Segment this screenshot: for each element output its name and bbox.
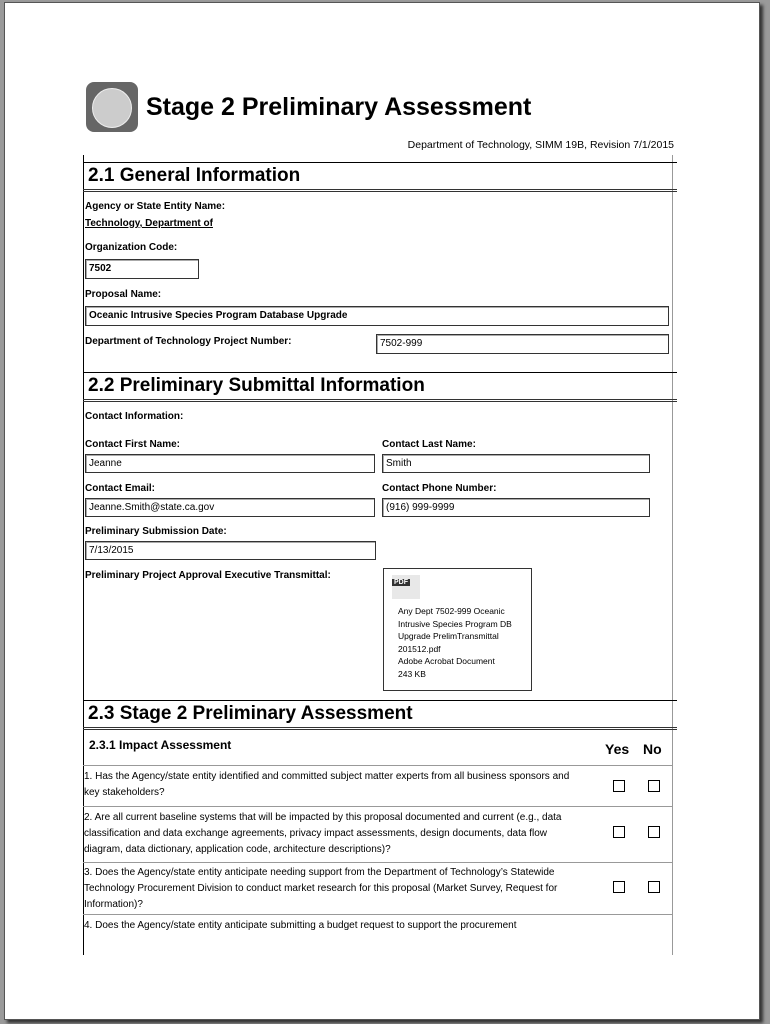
question-1: 1. Has the Agency/state entity identified and committed subject matter experts from all business sponsors and key stakeholders? (84, 771, 570, 798)
last-name-label: Contact Last Name: (382, 439, 476, 450)
attachment-line: Upgrade PrelimTransmittal (398, 631, 499, 641)
pdf-icon: PDF (392, 575, 420, 599)
q1-no-checkbox[interactable] (648, 780, 660, 792)
org-code-field[interactable]: 7502 (85, 259, 199, 279)
phone-field[interactable]: (916) 999-9999 (382, 498, 650, 517)
question-3: 3. Does the Agency/state entity anticipate needing support from the Department of Technology’s Statewide Technology Procurement Division to conduct market research for this proposal (Market Survey, Request for Information)? (84, 867, 558, 910)
no-header: No (643, 741, 662, 757)
attachment-type: Adobe Acrobat Document (398, 656, 495, 666)
impact-assessment-heading: 2.3.1 Impact Assessment (89, 738, 232, 752)
section-2-1-header: 2.1 General Information (83, 162, 677, 192)
q3-no-checkbox[interactable] (648, 881, 660, 893)
attachment-line: 201512.pdf (398, 643, 441, 654)
attachment-size: 243 KB (398, 668, 426, 679)
section-2-2-header: 2.2 Preliminary Submittal Information (83, 372, 677, 402)
org-code-label: Organization Code: (85, 242, 178, 253)
last-name-field[interactable]: Smith (382, 454, 650, 473)
seal-logo (86, 82, 138, 132)
attachment-pdf[interactable] (383, 568, 532, 691)
page-title: Stage 2 Preliminary Assessment (146, 93, 532, 121)
q1-yes-checkbox[interactable] (613, 780, 625, 792)
project-number-field[interactable]: 7502-999 (376, 334, 669, 354)
contact-info-label: Contact Information: (85, 411, 184, 422)
first-name-label: Contact First Name: (85, 439, 181, 450)
attachment-line: Intrusive Species Program DB (398, 618, 512, 629)
q2-yes-checkbox[interactable] (613, 826, 625, 838)
q2-no-checkbox[interactable] (648, 826, 660, 838)
first-name-field[interactable]: Jeanne (85, 454, 375, 473)
email-field[interactable]: Jeanne.Smith@state.ca.gov (85, 498, 375, 517)
yes-header: Yes (605, 741, 630, 757)
submission-date-field[interactable]: 7/13/2015 (85, 541, 376, 560)
submission-date-label: Preliminary Submission Date: (85, 526, 227, 537)
project-number-label: Department of Technology Project Number: (85, 336, 292, 347)
question-2: 2. Are all current baseline systems that will be impacted by this proposal documented and current (e.g., data classification and data exchange agreements, privacy impact assessments, design documents, data flow diagram, data dictionary, application code, architecture descriptions)? (84, 812, 562, 855)
attachment-line: Any Dept 7502-999 Oceanic (398, 606, 505, 616)
section-2-3-header: 2.3 Stage 2 Preliminary Assessment (83, 700, 677, 730)
question-4: 4. Does the Agency/state entity anticipate submitting a budget request to support the procurement (84, 920, 517, 931)
q3-yes-checkbox[interactable] (613, 881, 625, 893)
agency-value: Technology, Department of (85, 218, 213, 229)
revision-text: Department of Technology, SIMM 19B, Revision 7/1/2015 (407, 139, 674, 151)
proposal-name-label: Proposal Name: (85, 289, 162, 300)
email-label: Contact Email: (85, 483, 156, 494)
phone-label: Contact Phone Number: (382, 483, 497, 494)
transmittal-label: Preliminary Project Approval Executive Transmittal: (85, 570, 331, 581)
agency-label: Agency or State Entity Name: (85, 201, 226, 212)
proposal-name-field[interactable]: Oceanic Intrusive Species Program Database Upgrade (85, 306, 669, 326)
